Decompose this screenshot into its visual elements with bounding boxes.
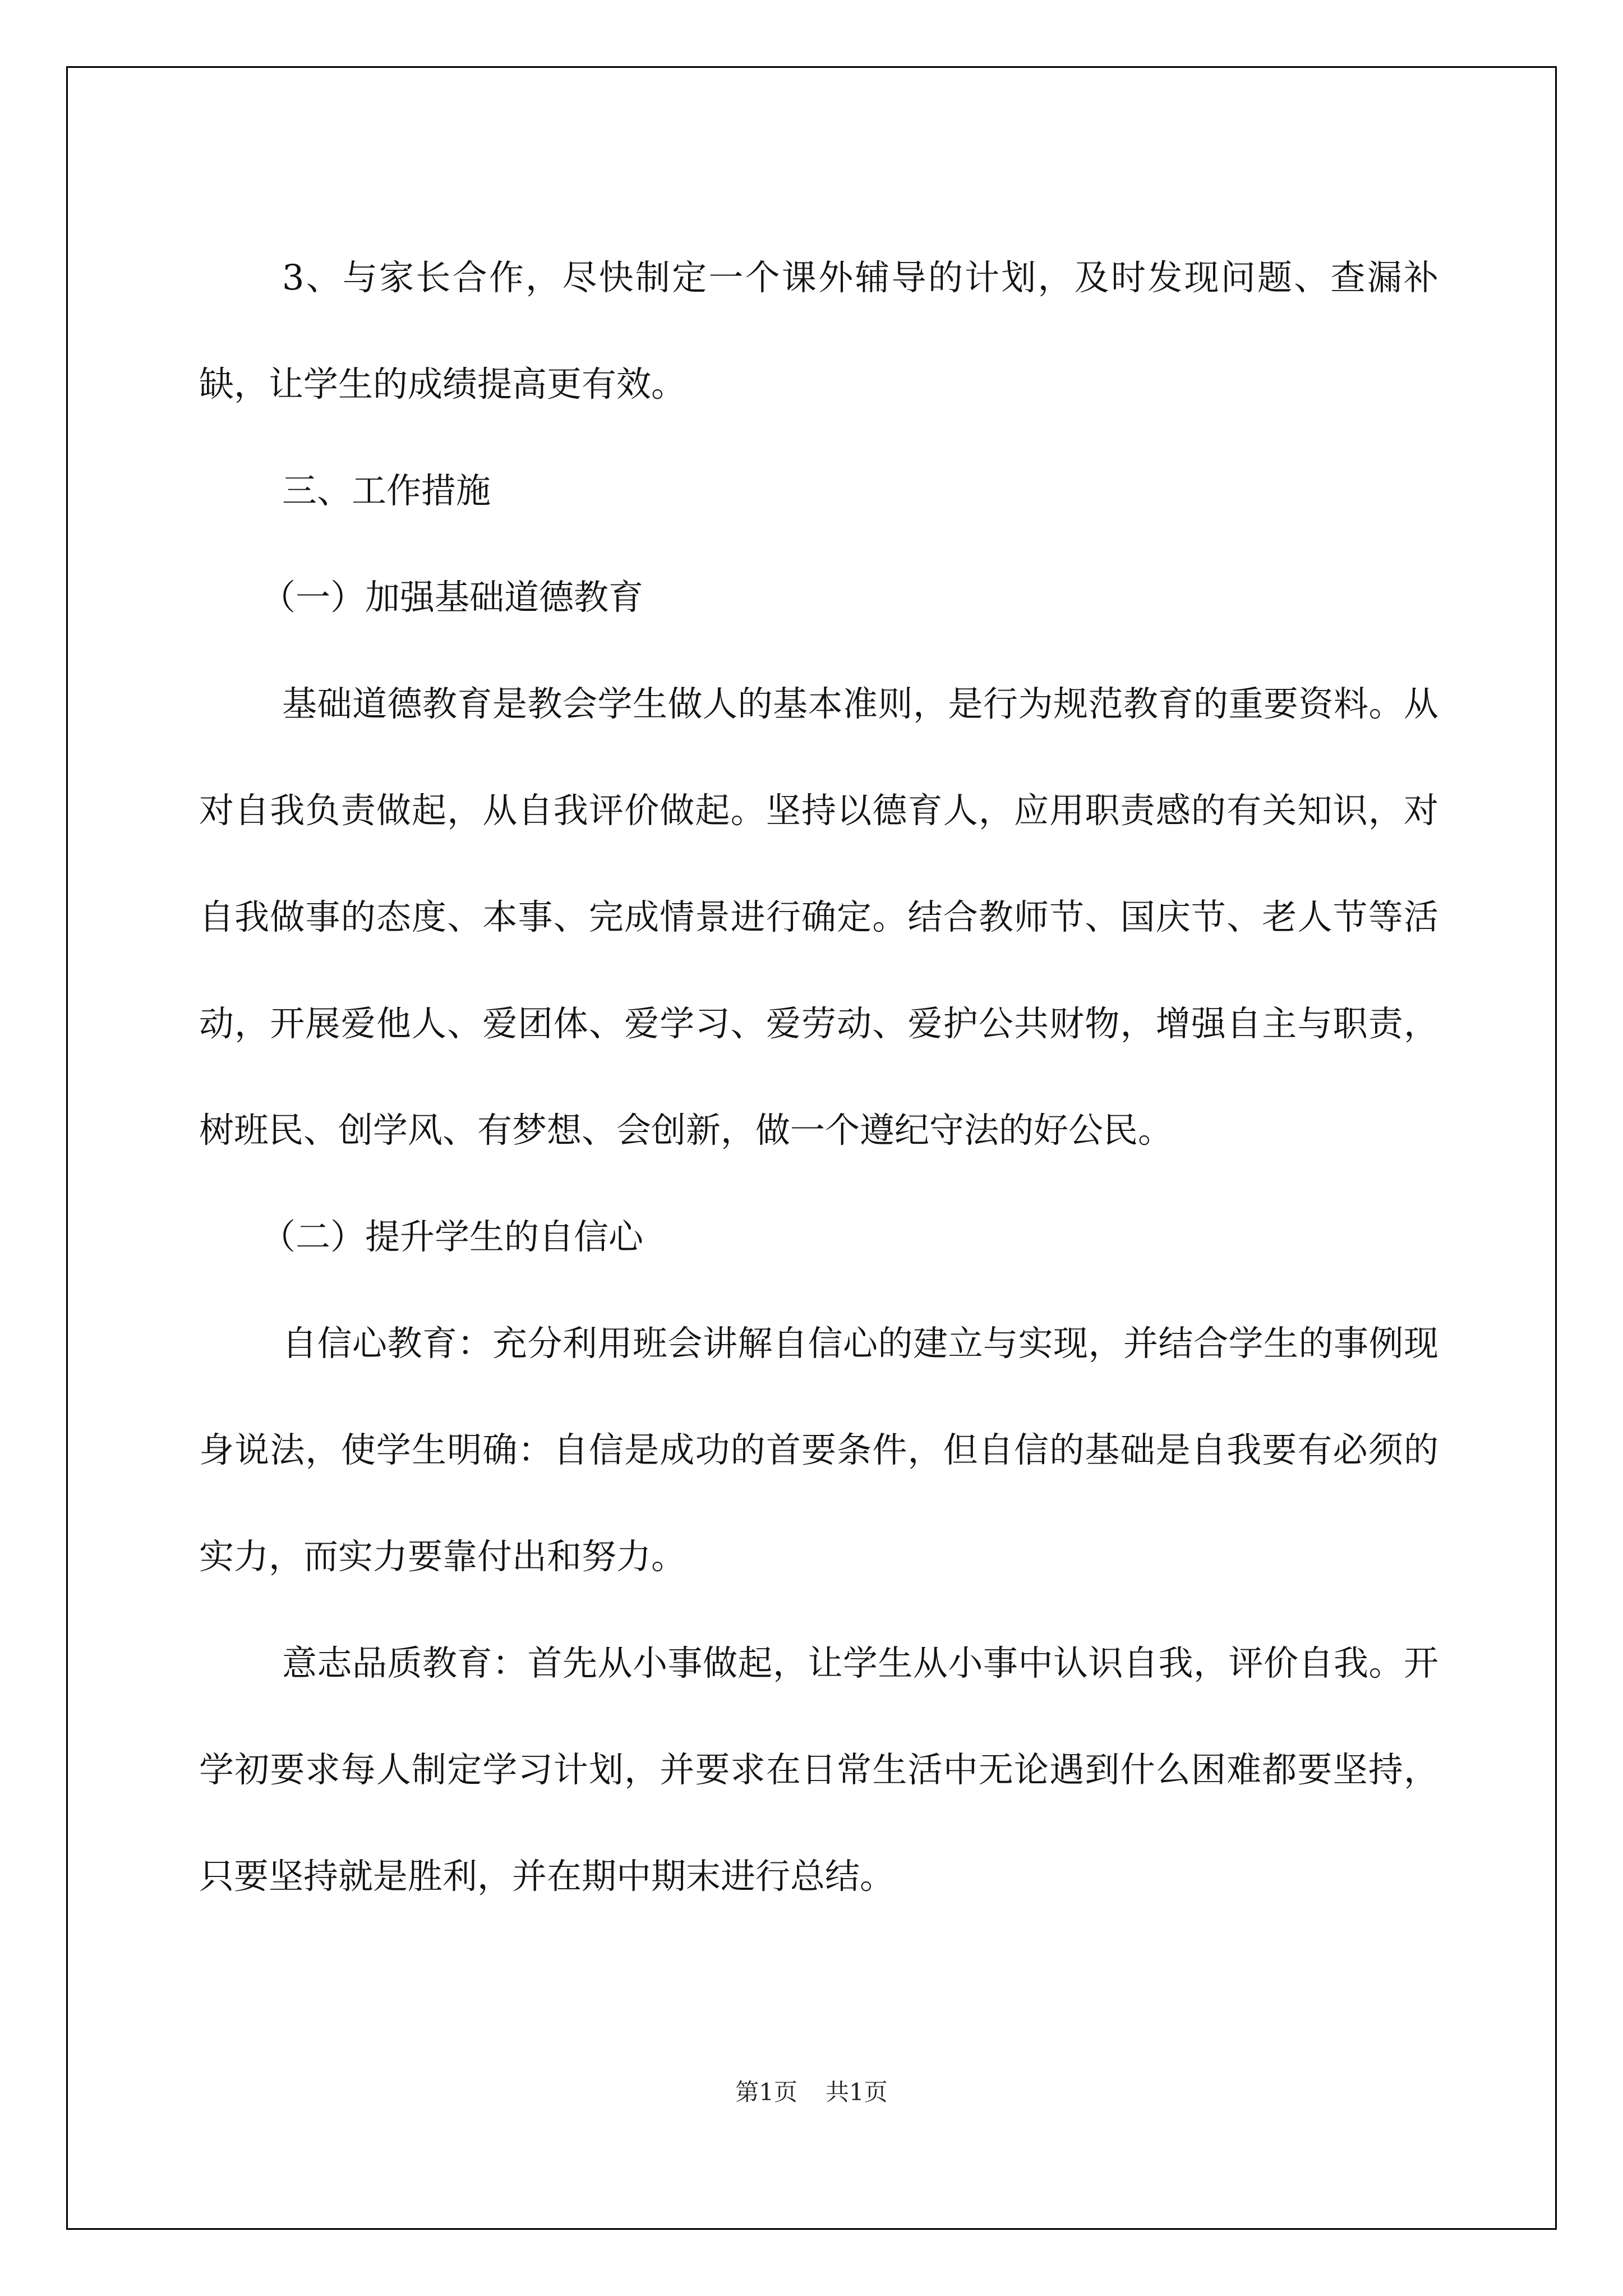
page-number-total: 共1页 bbox=[826, 2078, 888, 2106]
paragraph-willpower-education: 意志品质教育：首先从小事做起，让学生从小事中认识自我，评价自我。开学初要求每人制定学习计划，并要求在日常生活中无论遇到什么困难都要坚持，只要坚持就是胜利，并在期中期末进行总结。 bbox=[199, 1642, 1438, 1897]
paragraph-3-cooperate-with-parents: 3、与家长合作，尽快制定一个课外辅导的计划，及时发现问题、查漏补缺，让学生的成绩提高更有效。 bbox=[199, 257, 1438, 404]
subsection-heading-2: （二）提升学生的自信心 bbox=[261, 1216, 644, 1257]
paragraph-moral-education: 基础道德教育是教会学生做人的基本准则，是行为规范教育的重要资料。从对自我负责做起，从自我评价做起。坚持以德育人，应用职责感的有关知识，对自我做事的态度、本事、完成情景进行确定。结合教师节、国庆节、老人节等活动，开展爱他人、爱团体、爱学习、爱劳动、爱护公共财物，增强自主与职责，树班民、创学风、有梦想、会创新，做一个遵纪守法的好公民。 bbox=[199, 683, 1438, 1151]
page-number-current: 第1页 bbox=[735, 2078, 797, 2106]
section-heading-work-measures: 三、工作措施 bbox=[282, 470, 491, 511]
subsection-heading-1: （一）加强基础道德教育 bbox=[261, 577, 644, 618]
page-footer bbox=[0, 2076, 1623, 2109]
paragraph-confidence-education: 自信心教育：充分利用班会讲解自信心的建立与实现，并结合学生的事例现身说法，使学生明确：自信是成功的首要条件，但自信的基础是自我要有必须的实力，而实力要靠付出和努力。 bbox=[199, 1323, 1438, 1577]
document-body bbox=[199, 224, 1438, 1930]
